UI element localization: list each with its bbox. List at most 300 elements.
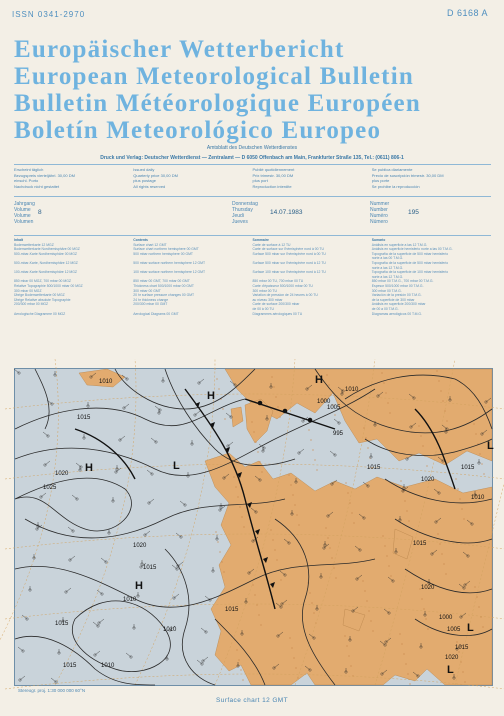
index-entry: Surface chart northern hemisphere 00 GMT [133,247,199,252]
isobar-label: 1015 [63,663,77,669]
land-texture-dot [298,524,299,525]
land-texture-dot [344,635,345,636]
isobar-label: 1010 [101,663,115,669]
land-texture-dot [238,659,239,660]
index-entry: Variación de la presión 00 T.M.G. [371,293,422,298]
isobar-label: 1020 [421,477,435,483]
land-texture-dot [407,673,408,674]
weekday-label: Jueves [232,219,248,225]
land-texture-dot [329,547,330,548]
volume-value: 8 [38,209,42,216]
volume-label: Volume [14,213,31,219]
land-texture-dot [350,665,351,666]
info-line: Prix trimestr. 30,00 DM [252,172,294,178]
index-entry: 850 mbar 00 MGZ, 700 mbar 00 MGZ [14,279,71,284]
surface-weather-map [14,368,493,686]
index-entry: 500-mbar-Karte Nordhemisphäre 00 MGZ [14,251,77,256]
publisher-line: Druck und Verlag: Deutscher Wetterdienst — Zentralamt — D 6050 Offenbach am Main, Frankfurter Straße 135, Tel.: (0611) 806-1 [100,155,404,161]
land-texture-dot [425,618,426,619]
index-entry: norte a las 00 T.M.G. [371,256,404,261]
index-column-heading: Inhalt [14,238,24,242]
land-texture-dot [400,480,401,481]
number-labels [370,201,389,225]
land-texture-dot [233,476,234,477]
info-line: Erscheint täglich [14,167,44,172]
isobar-label: 1025 [43,485,57,491]
index-entry: Diagrammes aérologiques 00 TU [252,311,303,316]
land-texture-dot [473,423,474,424]
volume-date-block [14,199,491,235]
official-gazette-line: Amtsblatt des Deutschen Wetterdienstes [206,145,298,151]
index-entry: Análisis en superficie 200/300 mbar [371,302,426,307]
land-texture-dot [219,551,220,552]
land-texture-dot [295,667,296,668]
land-texture-dot [404,500,405,501]
info-line: Precio de suscripción trimestr. 30,00 DM [371,172,444,178]
subscription-info [14,167,491,189]
land-texture-dot [261,471,262,472]
front-semicircle [258,401,263,406]
land-texture-dot [241,516,242,517]
isobar-label: 1010 [123,597,137,603]
index-entry: Aerologische Diagramme 00 MGZ [14,311,66,316]
land-texture-dot [296,514,297,515]
isobar-label: 1010 [345,387,359,393]
land-texture-dot [386,555,387,556]
land-texture-dot [237,496,238,497]
info-line: Publié quotidiennement [252,167,295,172]
isobar-label: 1010 [99,379,113,385]
land-texture-dot [483,473,484,474]
land-texture-dot [427,628,428,629]
land-texture-dot [423,608,424,609]
land-texture-dot [260,624,261,625]
land-texture-dot [420,435,421,436]
land-texture-dot [444,410,445,411]
front-semicircle [283,409,288,414]
land-texture-dot [252,584,253,585]
index-entry: Carte d'épaisseur 500/1000 mbar 00 TU [252,283,313,288]
projection-note: Stereogr. proj. 1:30 000 000 60°N [18,688,86,693]
low-pressure-center: L [173,460,180,472]
land-texture-dot [365,437,366,438]
land-texture-dot [309,592,310,593]
index-entry: Espesor 500/1000 mbar 00 T.M.G. [371,283,424,288]
multilingual-title-block [14,36,494,144]
number-label: Number [370,207,388,213]
isobar-label: 1020 [445,655,459,661]
land-texture-dot [366,600,367,601]
low-pressure-center: L [467,622,474,634]
land-texture-dot [327,537,328,538]
title-german: Europäischer Wetterbericht [14,36,345,63]
land-texture-dot [421,598,422,599]
isobar-label: 1020 [421,585,435,591]
land-texture-dot [460,661,461,662]
land-texture-dot [456,641,457,642]
land-texture-dot [239,506,240,507]
land-texture-dot [276,559,277,560]
land-texture-dot [235,486,236,487]
index-entry: Carte de surface sur l'hémisphère nord à 00 TU [252,247,324,252]
land-texture-dot [240,669,241,670]
publication-code: D 6168 A [446,8,488,18]
land-texture-dot [290,484,291,485]
land-texture-dot [385,392,386,393]
index-entry: Übrige Relative absolute Topographie [14,297,71,302]
land-texture-dot [390,575,391,576]
issn-label: ISSN 0341-2970 [12,10,86,19]
index-entry: Relative Topographie 500/1000 mbar 00 MGZ [14,283,83,288]
land-texture-dot [383,382,384,383]
volume-label: Volume [14,207,31,213]
index-entry: 20 hr surface pressure changes 00 GMT [133,293,195,298]
land-texture-dot [279,416,280,417]
land-texture-dot [313,612,314,613]
index-entry: de la superficie de 300 mbar [371,297,415,302]
land-texture-dot [461,508,462,509]
land-texture-dot [274,549,275,550]
info-column-spanish [372,167,491,189]
land-texture-dot [367,447,368,448]
isobar-label: 1015 [461,465,475,471]
info-line: Nachdruck nicht gestattet [14,183,60,189]
index-entry: Aerological Diagrams 00 GMT [133,311,179,316]
number-label: Nummer [370,201,390,207]
isobar-label: 1020 [55,471,69,477]
title-english: European Meteorological Bulletin [14,63,414,90]
land-texture-dot [443,563,444,564]
land-texture-dot [326,374,327,375]
weekday-label: Donnerstag [232,201,258,207]
land-texture-dot [221,561,222,562]
land-texture-dot [312,449,313,450]
low-pressure-center: L [487,440,494,452]
divider [14,235,491,236]
isobar-label: 1015 [413,541,427,547]
land-texture-dot [399,633,400,634]
isobar-label: 1015 [55,621,69,627]
land-texture-dot [253,431,254,432]
land-texture-dot [418,425,419,426]
land-texture-dot [223,571,224,572]
index-entry: Bodenwetterkarte 12 MGZ [14,242,54,247]
land-texture-dot [481,463,482,464]
info-line: All rights reserved [133,183,166,189]
index-entry: 500-mbar-Karte, Nordhemisphäre 12 MGZ [14,260,78,265]
index-entry: Surface 500 mbar sur l'hémisphère nord à 00 TU [252,251,326,256]
isobar-label: 1010 [163,627,177,633]
high-pressure-center: H [207,390,215,402]
index-column [253,238,372,316]
land-texture-dot [445,573,446,574]
isobar-label: 1015 [455,645,469,651]
land-texture-dot [310,439,311,440]
land-texture-dot [422,445,423,446]
land-texture-dot [314,459,315,460]
issue-date: 14.07.1983 [270,209,303,216]
info-line: Issued daily [133,167,155,172]
land-texture-dot [345,482,346,483]
index-entry: Carte de surface 200/300 mbar [252,302,300,307]
land-texture-dot [217,541,218,542]
info-line: einschl. Porto [14,178,39,183]
isobar-label: 1000 [317,399,331,405]
land-texture-dot [476,596,477,597]
title-spanish: Boletín Meteorológico Europeo [14,117,382,144]
index-entry: 850 mbar 00 T.M.G., 700 mbar 00 T.M.G. [371,279,434,284]
land-texture-dot [438,380,439,381]
land-texture-dot [474,586,475,587]
isobar-label: 1000 [439,615,453,621]
info-line: Quarterly price 30,00 DM [133,172,178,178]
land-texture-dot [459,498,460,499]
land-texture-dot [289,637,290,638]
issue-number: 195 [408,209,419,216]
land-texture-dot [216,378,217,379]
index-entry: Carte de surface à 12 TU [252,242,291,247]
land-area [205,453,492,685]
land-texture-dot [455,478,456,479]
land-texture-dot [384,545,385,546]
land-texture-dot [330,394,331,395]
land-texture-dot [464,681,465,682]
divider [14,196,491,197]
title-french: Bulletin Météorologique Européen [14,90,421,117]
land-texture-dot [475,433,476,434]
land-texture-dot [243,526,244,527]
index-entry: Übrige Bodenwetterkarte 00 MGZ [14,293,65,298]
isobar-label: 1005 [447,627,461,633]
volume-labels [14,201,35,225]
land-texture-dot [479,453,480,454]
high-pressure-center: H [135,580,143,592]
land-texture-dot [280,579,281,580]
land-texture-dot [349,502,350,503]
index-entry: norte a las 12 T.M.G. [371,274,404,279]
land-texture-dot [346,645,347,646]
info-line: Reproduction interdite [252,183,292,189]
land-texture-dot [255,441,256,442]
info-column-french [253,167,372,189]
index-entry: 200/300 mbar 00 GMT [133,302,168,307]
land-texture-dot [311,602,312,603]
index-entry: 300 mbar 00 T.M.G. [371,288,402,293]
land-texture-dot [218,388,219,389]
info-line: Se publica diariamente [371,167,413,172]
land-texture-dot [259,461,260,462]
land-texture-dot [215,531,216,532]
index-entry: Bodenwetterkarte Nordhemisphäre 00 MGZ [14,247,80,252]
isobar-label: 995 [333,431,344,437]
chart-caption: Surface chart 12 GMT [216,697,288,704]
low-pressure-center: L [447,664,454,676]
land-texture-dot [242,679,243,680]
land-texture-dot [348,655,349,656]
high-pressure-center: H [315,374,323,386]
land-texture-dot [236,649,237,650]
land-texture-dot [257,451,258,452]
index-entry: 850 mbar 00 TU, 700 mbar 00 TU [252,279,304,284]
weekday-label: Jeudi [232,213,244,219]
land-texture-dot [478,606,479,607]
index-column [14,238,133,316]
land-texture-dot [328,384,329,385]
front-semicircle [308,418,313,423]
isobar-label: 1015 [367,465,381,471]
land-texture-dot [297,677,298,678]
isobar-label: 1015 [143,565,157,571]
index-entry: 300 mbar 00 TU [252,288,277,293]
info-column-english [133,167,252,189]
index-entry: Topografía de la superficie de 500 mbar hemisferio [371,260,449,265]
land-texture-dot [275,396,276,397]
land-texture-dot [439,543,440,544]
info-line: plus porte [371,178,390,183]
info-line: Se prohibe la reproducción [371,183,420,189]
land-texture-dot [362,580,363,581]
land-texture-dot [442,400,443,401]
isobar-label: 1005 [327,405,341,411]
volume-label: Volumen [14,219,34,225]
index-entry: 200/300 mbar 00 MGZ [14,302,49,307]
land-texture-dot [370,620,371,621]
index-column [372,238,491,316]
land-texture-dot [441,553,442,554]
land-texture-dot [292,494,293,495]
high-pressure-center: H [85,462,93,474]
info-line: plus postage [133,178,156,183]
info-line: Bezugspreis vierteljährl. 30,00 DM [14,172,75,178]
land-texture-dot [334,414,335,415]
land-texture-dot [388,565,389,566]
index-entry: 100 mbar surface northern hemisphere 12 GMT [133,270,206,275]
index-entry: norte a las 12 T.M.G. [371,265,404,270]
land-texture-dot [251,421,252,422]
land-texture-dot [364,590,365,591]
isobar-label: 1010 [471,495,485,501]
land-texture-dot [273,386,274,387]
index-entry: au niveau 300 mbar [252,297,283,302]
index-entry: Topografía de la superficie de 500 mbar hemisferio [371,251,449,256]
index-entry: 500 mbar northern hemisphere 00 GMT [133,251,193,256]
land-texture-dot [270,529,271,530]
land-texture-dot [288,474,289,475]
land-texture-dot [331,557,332,558]
land-texture-dot [294,504,295,505]
land-texture-dot [368,610,369,611]
isobar-label: 1015 [225,607,239,613]
land-texture-dot [446,420,447,421]
land-texture-dot [426,465,427,466]
land-texture-dot [258,614,259,615]
land-texture-dot [372,630,373,631]
land-texture-dot [325,527,326,528]
land-texture-dot [408,520,409,521]
land-texture-dot [482,626,483,627]
land-texture-dot [437,533,438,534]
index-entry: Diagramas aerológicos 00 T.M.G. [371,311,423,316]
land-texture-dot [382,535,383,536]
land-texture-dot [363,427,364,428]
isobar-label: 1015 [77,415,91,421]
land-texture-dot [271,376,272,377]
weather-map-svg [15,369,492,685]
volume-label: Jahrgang [14,201,35,207]
index-entry: 850 mbar 00 GMT, 700 mbar 00 GMT [133,279,190,284]
index-entry: 500 mbar surface northern hemisphere 12 GMT [133,260,206,265]
contents-index [14,238,491,316]
index-entry: de 00 à 00 TU [252,306,274,311]
land-texture-dot [440,390,441,391]
index-entry: Surface chart 12 GMT [133,242,167,247]
index-entry: 24 hr thickness change [133,297,169,302]
index-entry: 300 mbar 00 GMT [133,288,161,293]
land-texture-dot [457,488,458,489]
land-texture-dot [458,651,459,652]
land-texture-dot [308,429,309,430]
land-texture-dot [277,406,278,407]
index-entry: Surface 100 mbar sur l'hémisphère nord à 12 TU [252,270,326,275]
land-texture-dot [293,657,294,658]
land-texture-dot [316,469,317,470]
land-texture-dot [353,522,354,523]
land-texture-dot [222,408,223,409]
index-entry: Surface 500 mbar sur l'hémisphère nord à 12 TU [252,260,326,265]
index-entry: de 00 a 00 T.M.G. [371,306,399,311]
land-texture-dot [387,402,388,403]
land-texture-dot [480,616,481,617]
land-texture-dot [291,647,292,648]
index-entry: Análisis en superficie a las 12 T.M.G. [371,242,428,247]
index-entry: Topografía de la superficie de 100 mbar hemisferio [371,270,449,275]
number-label: Número [370,219,388,225]
divider [14,164,491,165]
land-texture-dot [389,412,390,413]
land-texture-dot [256,604,257,605]
land-texture-dot [333,567,334,568]
weekday-label: Thursday [232,207,253,213]
index-entry: 100-mbar-Karte Nordhemisphäre 12 MGZ [14,270,77,275]
land-texture-dot [409,683,410,684]
info-line: plus port [252,178,268,183]
info-column-german [14,167,133,189]
land-texture-dot [254,594,255,595]
index-column-heading: Contents [133,238,148,242]
land-texture-dot [436,370,437,371]
land-texture-dot [462,671,463,672]
index-entry: 300 mbar 00 MGZ [14,288,42,293]
land-texture-dot [335,577,336,578]
land-texture-dot [224,418,225,419]
land-texture-dot [381,372,382,373]
isobar-label: 1020 [133,543,147,549]
land-texture-dot [405,663,406,664]
index-column [133,238,252,316]
land-texture-dot [401,643,402,644]
land-texture-dot [347,492,348,493]
index-entry: Variation de pression de 24 heures à 00 TU [252,293,318,298]
weekday-labels [232,201,258,225]
land-texture-dot [351,512,352,513]
index-entry: Thickness chart 500/1000 mbar 00 GMT [133,283,194,288]
index-entry: Análisis en superficie hemisferio norte a las 00 T.M.G. [371,247,453,252]
land-texture-dot [406,510,407,511]
land-texture-dot [403,653,404,654]
index-column-heading: Sommaire [252,238,269,242]
number-label: Numéro [370,213,388,219]
land-texture-dot [463,518,464,519]
